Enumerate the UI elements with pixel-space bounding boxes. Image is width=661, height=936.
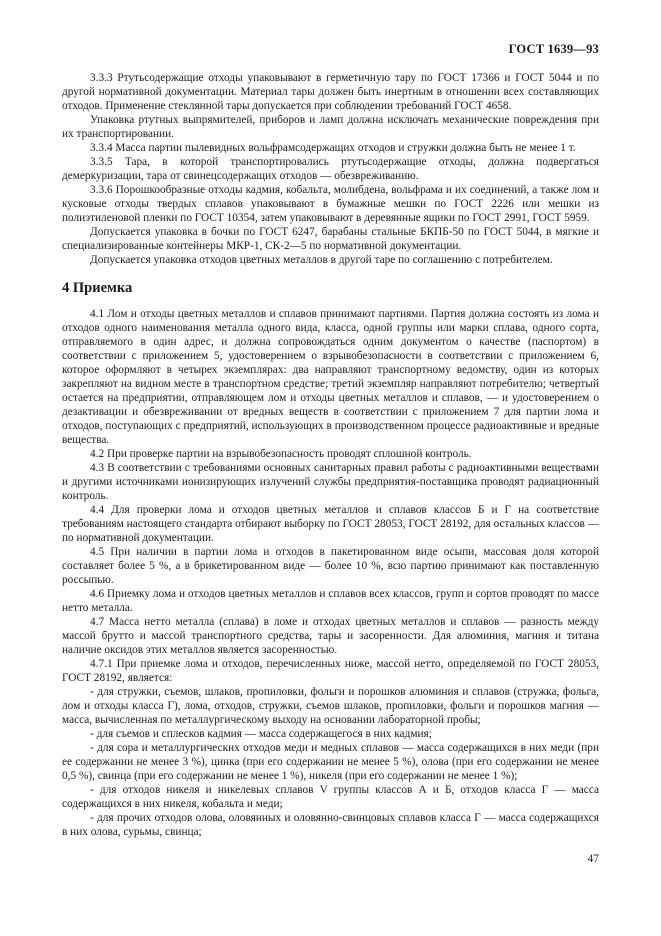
paragraph: 4.7 Масса нетто металла (сплава) в ломе и отходах цветных металлов и сплавов — разность между массой брутто и массой транспортного средства, тары и засоренности. Для алюминия, магния и титана наличие оксидов этих металлов является засоренностью. xyxy=(62,616,599,656)
list-item: - для сора и металлургических отходов меди и медных сплавов — масса содержащихся в них меди (при ее содержании не менее 3 %), цинка (при его содержании не менее 5 %), олова (при его содержании не менее 0,5 %), свинца (при его содержании не менее 1 %), никеля (при его содержании не менее 1 %); xyxy=(62,742,599,782)
paragraph: 3.3.4 Масса партии пылевидных вольфрамсодержащих отходов и стружки должна быть не менее 1 т. xyxy=(90,142,576,154)
paragraph: Упаковка ртутных выпрямителей, приборов и ламп должна исключать механические повреждения при их транспортировании. xyxy=(62,114,599,140)
document-code: ГОСТ 1639—93 xyxy=(508,42,599,56)
list-item: - для стружки, съемов, шлаков, пропиловки, фольги и порошков алюминия и сплавов (стружка, фольга, лом и отходы класса Г), лома, отходов, стружки, съемов шлаков, пропиловки, фольги и порошков магния — масса, вычисленная по металлургическому выходу на основании лабораторной пробы; xyxy=(62,686,599,726)
paragraph: Допускается упаковка в бочки по ГОСТ 6247, барабаны стальные БКПБ-50 по ГОСТ 5044, в мягкие и специализированные контейнеры МКР-1, СК-2—5 по нормативной документации. xyxy=(62,226,599,252)
list-item: - для отходов никеля и никелевых сплавов V группы классов А и Б, отходов класса Г — масса содержащихся в них никеля, кобальта и меди; xyxy=(62,784,599,810)
list-item: - для съемов и сплесков кадмия — масса содержащегося в них кадмия; xyxy=(90,728,432,740)
section-title: 4 Приемка xyxy=(62,280,133,296)
list-item: - для прочих отходов олова, оловянных и оловянно-свинцовых сплавов класса Г — масса содержащихся в них олова, сурьмы, свинца; xyxy=(62,812,599,838)
paragraph: 4.3 В соответствии с требованиями основных санитарных правил работы с радиоактивными веществами и другими источниками ионизирующих излучений службы предприятия-поставщика проводят радиационный контроль. xyxy=(62,462,599,502)
paragraph: 4.4 Для проверки лома и отходов цветных металлов и сплавов классов Б и Г на соответствие требованиям настоящего стандарта отбирают выборку по ГОСТ 28053, ГОСТ 28192, для остальных классов — по нормативной документации. xyxy=(62,504,599,544)
paragraph: 4.5 При наличии в партии лома и отходов в пакетированном виде осыпи, массовая доля которой составляет более 5 %, а в брикетированном виде — более 10 %, всю партию принимают как поставленную россыпью. xyxy=(62,546,599,586)
paragraph: 3.3.3 Ртутьсодержащие отходы упаковывают в герметичную тару по ГОСТ 17366 и ГОСТ 5044 и по другой нормативной документации. Материал тары должен быть инертным в отношении всех составляющих отходов. Применение стеклянной тары допускается при соблюдении требований ГОСТ 4658. xyxy=(62,72,599,112)
document-body xyxy=(62,71,599,839)
paragraph: Допускается упаковка отходов цветных металлов в другой таре по соглашению с потребителем. xyxy=(90,254,553,266)
page-number: 47 xyxy=(587,853,599,865)
paragraph: 4.2 При проверке партии на взрывобезопасность проводят сплошной контроль. xyxy=(90,448,472,460)
paragraph: 4.7.1 При приемке лома и отходов, перечисленных ниже, массой нетто, определяемой по ГОСТ 28053, ГОСТ 28192, является: xyxy=(62,658,599,684)
paragraph: 4.6 Приемку лома и отходов цветных металлов и сплавов всех классов, групп и сортов проводят по массе нетто металла. xyxy=(62,588,599,614)
paragraph: 3.3.5 Тара, в которой транспортировались ртутьсодержащие отходы, должна подвергаться демеркуризации, тара от свинецсодержащих отходов — обезвреживанию. xyxy=(62,156,599,182)
paragraph: 3.3.6 Порошкообразные отходы кадмия, кобальта, молибдена, вольфрама и их соединений, а также лом и кусковые отходы твердых сплавов упаковывают в бумажные мешки по ГОСТ 2226 или мешки из полиэтиленовой пленки по ГОСТ 10354, затем упаковывают в деревянные ящики по ГОСТ 2991, ГОСТ 5959. xyxy=(62,184,599,224)
paragraph: 4.1 Лом и отходы цветных металлов и сплавов принимают партиями. Партия должна состоять из лома и отходов одного наименования металла одного вида, класса, одной группы или марки сплава, одного сорта, отправляемого в один адрес, и должна сопровождаться одним документом о качестве (паспортом) в соответствии с приложением 5, удостоверением о взрывобезопасности в соответствии с приложением 6, которое оформляют в четырех экземплярах: два направляют транспортному ведомству, один из которых закрепляют на видном месте в транспортном средстве; третий экземпляр направляют потребителю; четвертый остается на предприятии, отправляющем лом и отходы цветных металлов и сплавов, — и удостоверением о дезактивации и обезвреживании от вредных веществ в соответствии с приложением 7 для партии лома и отходов, поступающих с предприятий, использующих в производственном процессе радиоактивные и вредные вещества. xyxy=(62,308,599,446)
